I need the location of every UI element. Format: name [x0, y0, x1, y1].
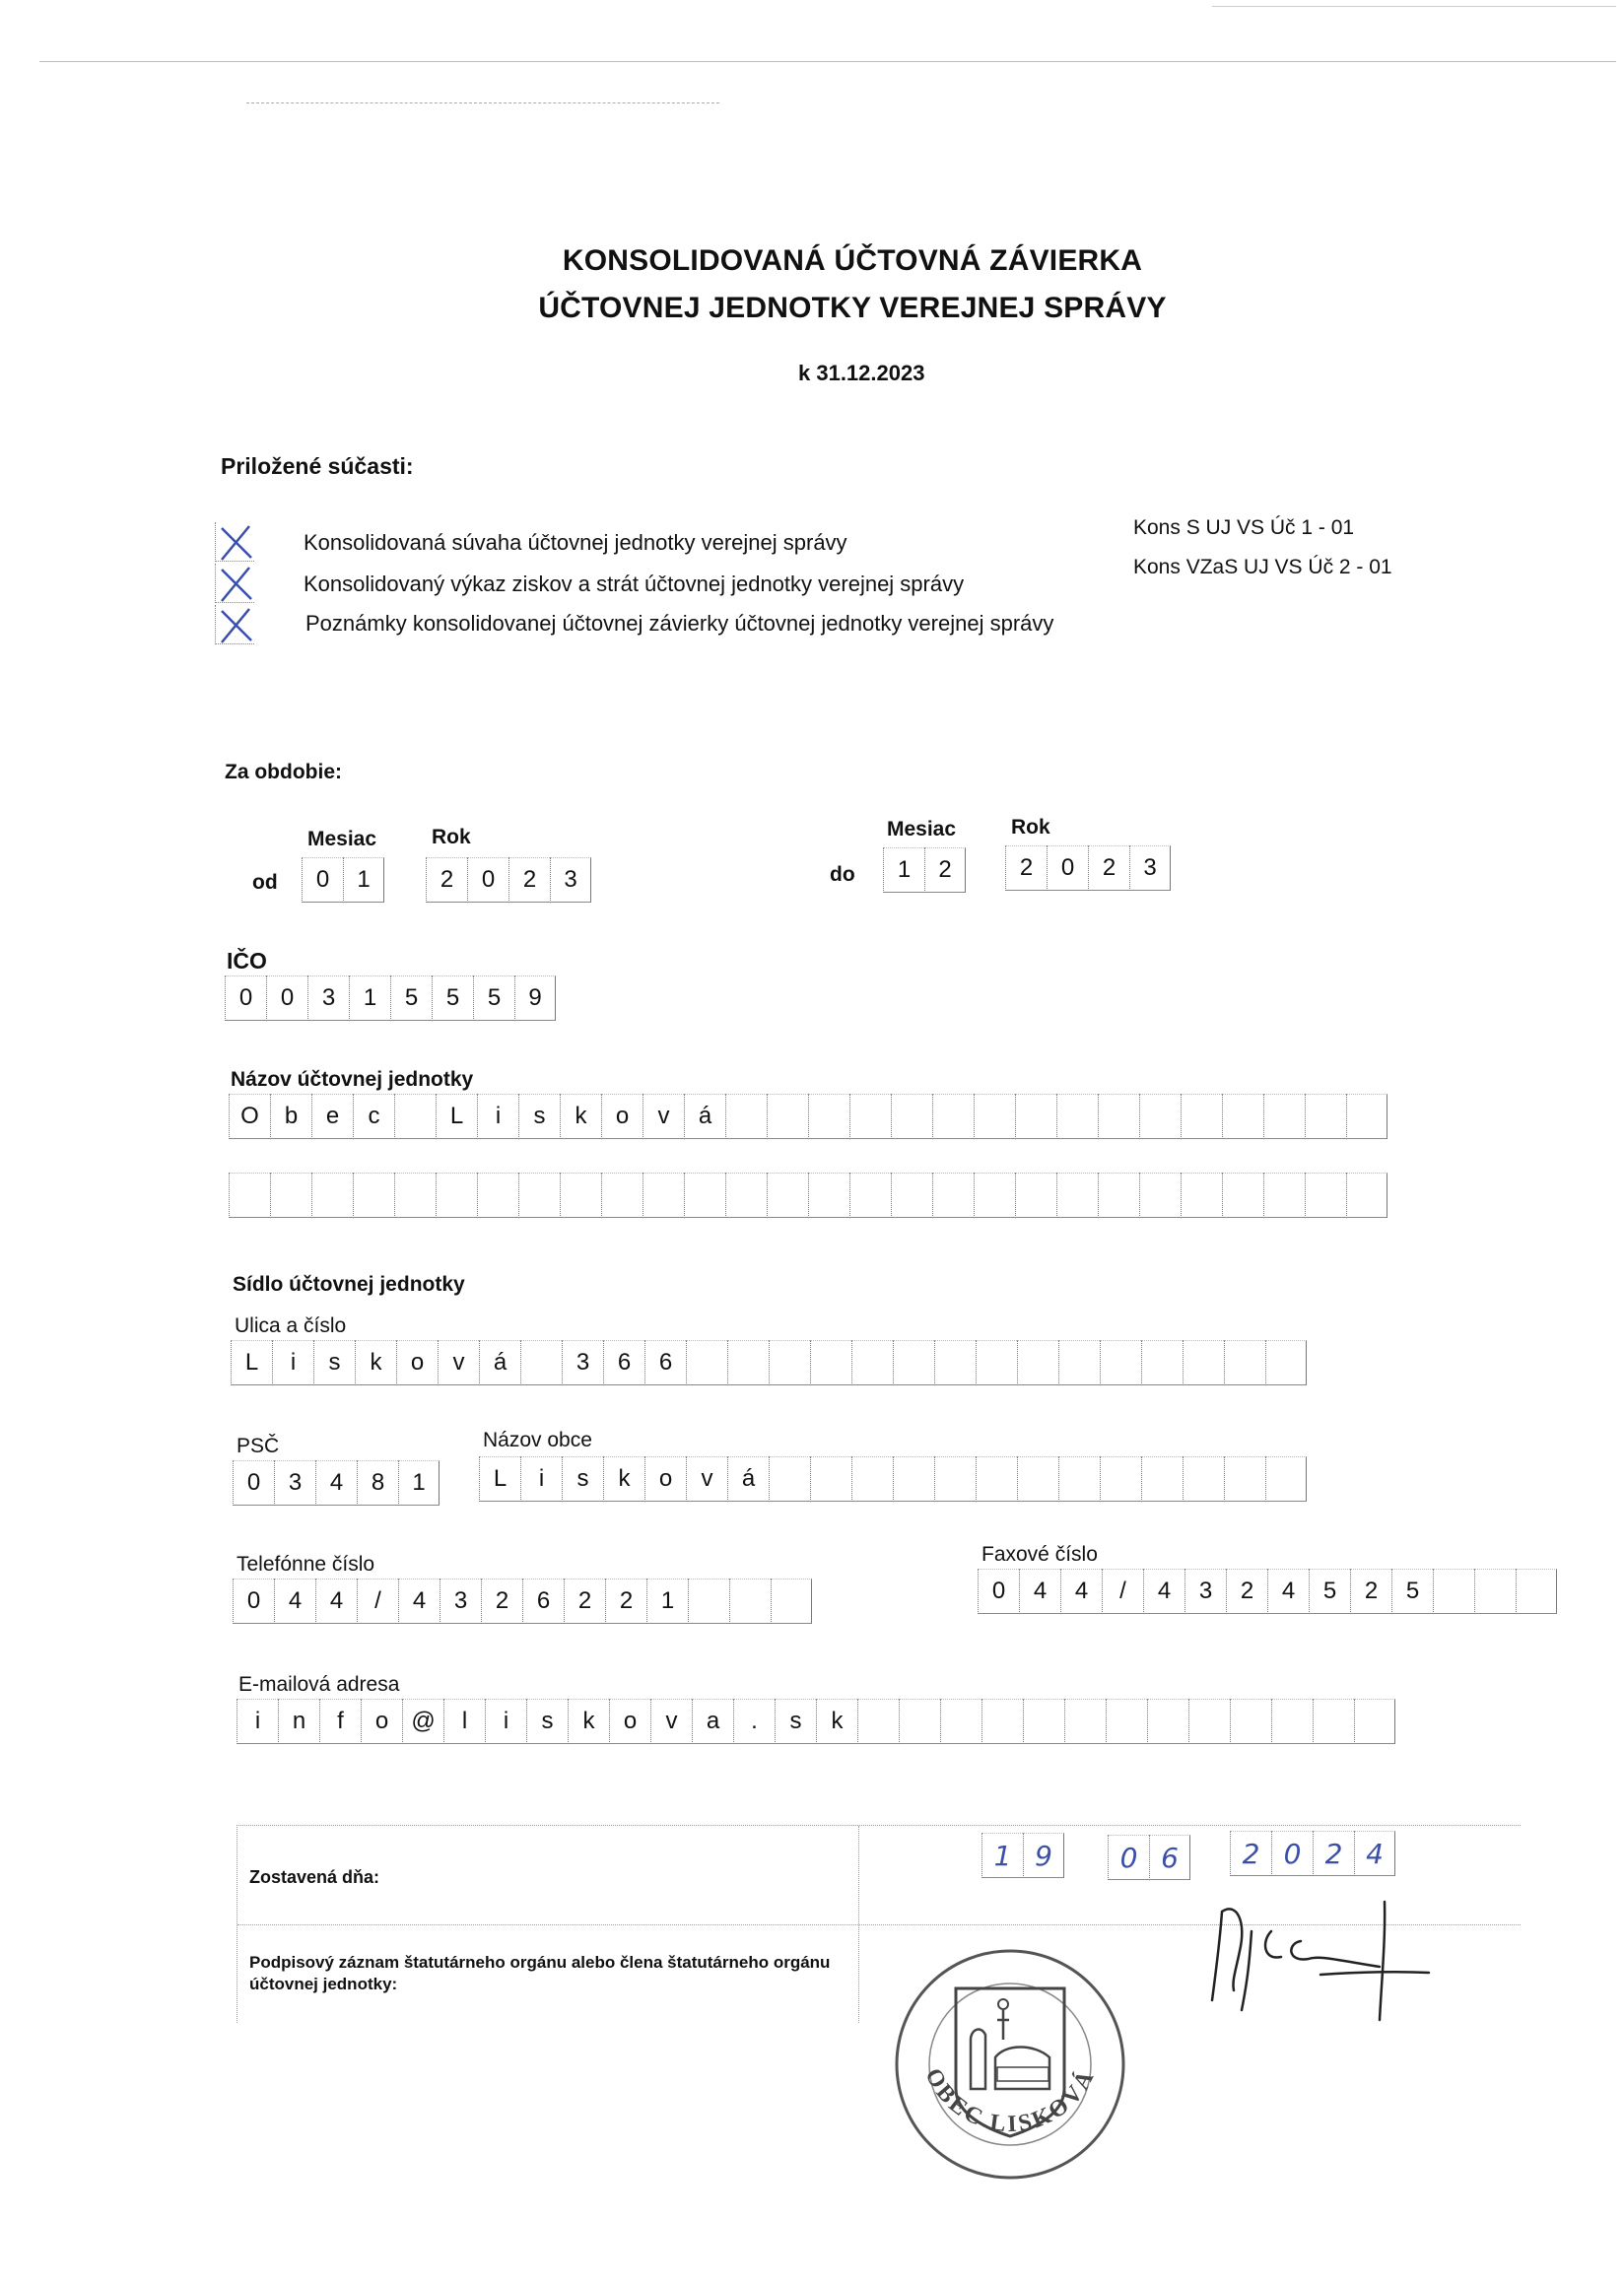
digit-cell: 1: [981, 1833, 1023, 1878]
char-cell: [1058, 1456, 1100, 1502]
char-cell: [974, 1094, 1015, 1139]
char-cell: 4: [1267, 1569, 1309, 1614]
char-cell: c: [353, 1094, 394, 1139]
char-cell: á: [479, 1340, 520, 1385]
digit-cell: 3: [274, 1460, 315, 1506]
char-cell: [974, 1173, 1015, 1218]
char-cell: i: [520, 1456, 562, 1502]
char-cell: [1015, 1173, 1056, 1218]
month-label: Mesiac: [307, 828, 377, 850]
email-label: E-mailová adresa: [238, 1673, 400, 1696]
scan-edge-line: [39, 61, 1616, 62]
char-cell: 6: [603, 1340, 644, 1385]
char-cell: [394, 1094, 436, 1139]
digit-cell: 0: [1271, 1831, 1313, 1876]
char-cell: L: [436, 1094, 477, 1139]
digit-cell: 2: [1005, 845, 1047, 891]
char-cell: [1181, 1173, 1222, 1218]
char-cell: [899, 1699, 940, 1744]
char-cell: v: [686, 1456, 727, 1502]
email-field[interactable]: [237, 1699, 1395, 1744]
char-cell: 5: [1391, 1569, 1433, 1614]
char-cell: v: [438, 1340, 479, 1385]
char-cell: e: [311, 1094, 353, 1139]
char-cell: [932, 1094, 974, 1139]
attachment-checkbox[interactable]: [215, 564, 254, 603]
to-month-field[interactable]: [883, 847, 966, 893]
char-cell: [1056, 1173, 1098, 1218]
char-cell: [808, 1094, 849, 1139]
digit-cell: 1: [349, 975, 390, 1021]
entity-name-row-1[interactable]: [229, 1094, 1387, 1139]
attachment-checkbox[interactable]: [215, 605, 254, 644]
attachment-text: Poznámky konsolidovanej účtovnej závierky účtovnej jednotky verejnej správy: [305, 611, 1054, 636]
char-cell: [1141, 1340, 1183, 1385]
attachment-item: [215, 605, 1397, 644]
char-cell: 0: [233, 1579, 274, 1624]
digit-cell: 3: [307, 975, 349, 1021]
char-cell: 3: [562, 1340, 603, 1385]
char-cell: 1: [646, 1579, 688, 1624]
char-cell: [851, 1456, 893, 1502]
char-cell: i: [272, 1340, 313, 1385]
char-cell: [893, 1456, 934, 1502]
char-cell: [560, 1173, 601, 1218]
period-label: Za obdobie:: [225, 761, 342, 783]
entity-name-row-2[interactable]: [229, 1173, 1387, 1218]
char-cell: [686, 1340, 727, 1385]
char-cell: [520, 1340, 562, 1385]
char-cell: o: [644, 1456, 686, 1502]
char-cell: [932, 1173, 974, 1218]
char-cell: [1098, 1094, 1139, 1139]
checkmark-x-icon: [216, 564, 255, 603]
char-cell: [1224, 1340, 1265, 1385]
fax-label: Faxové číslo: [981, 1543, 1098, 1566]
char-cell: 4: [1019, 1569, 1060, 1614]
stamp-lettering: OBEC LISKOVÁ: [919, 2064, 1101, 2138]
char-cell: [1346, 1094, 1387, 1139]
char-cell: [857, 1699, 899, 1744]
char-cell: s: [562, 1456, 603, 1502]
digit-cell: 3: [550, 857, 591, 903]
digit-cell: 1: [398, 1460, 440, 1506]
scan-artifact-line: [246, 102, 719, 103]
digit-cell: 4: [315, 1460, 357, 1506]
char-cell: 2: [605, 1579, 646, 1624]
from-label: od: [252, 871, 278, 894]
char-cell: k: [560, 1094, 601, 1139]
char-cell: 4: [1060, 1569, 1102, 1614]
char-cell: l: [443, 1699, 485, 1744]
digit-cell: 2: [508, 857, 550, 903]
char-cell: [1265, 1340, 1307, 1385]
char-cell: s: [518, 1094, 560, 1139]
digit-cell: 8: [357, 1460, 398, 1506]
char-cell: [1139, 1173, 1181, 1218]
char-cell: [729, 1579, 771, 1624]
compiled-date-label: Zostavená dňa:: [249, 1867, 380, 1887]
char-cell: 6: [522, 1579, 564, 1624]
char-cell: [477, 1173, 518, 1218]
digit-cell: 0: [1047, 845, 1088, 891]
char-cell: k: [816, 1699, 857, 1744]
char-cell: s: [313, 1340, 355, 1385]
document-title-line1: KONSOLIDOVANÁ ÚČTOVNÁ ZÁVIERKA: [562, 244, 1143, 277]
char-cell: [1516, 1569, 1557, 1614]
char-cell: [1056, 1094, 1098, 1139]
scan-edge-line-top: [1212, 6, 1616, 7]
digit-cell: 0: [225, 975, 266, 1021]
report-date: k 31.12.2023: [798, 361, 925, 385]
char-cell: k: [568, 1699, 609, 1744]
char-cell: [849, 1173, 891, 1218]
char-cell: i: [477, 1094, 518, 1139]
char-cell: [1222, 1173, 1263, 1218]
char-cell: [229, 1173, 270, 1218]
char-cell: [1183, 1456, 1224, 1502]
digit-cell: 2: [1313, 1831, 1354, 1876]
char-cell: [767, 1094, 808, 1139]
char-cell: [1224, 1456, 1265, 1502]
char-cell: [436, 1173, 477, 1218]
municipality-stamp: [887, 1941, 1133, 2187]
signature-label: Podpisový záznam štatutárneho orgánu alebo člena štatutárneho orgánu účtovnej jednotky:: [249, 1953, 831, 1993]
digit-cell: 2: [426, 857, 467, 903]
char-cell: [601, 1173, 643, 1218]
attachment-code: Kons S UJ VS Úč 1 - 01: [1133, 516, 1355, 539]
digit-cell: 0: [233, 1460, 274, 1506]
char-cell: [725, 1094, 767, 1139]
digit-cell: 1: [883, 847, 924, 893]
char-cell: [1230, 1699, 1271, 1744]
char-cell: [934, 1340, 976, 1385]
char-cell: [311, 1173, 353, 1218]
char-cell: 5: [1309, 1569, 1350, 1614]
char-cell: [1064, 1699, 1106, 1744]
char-cell: [1100, 1456, 1141, 1502]
char-cell: @: [402, 1699, 443, 1744]
char-cell: [767, 1173, 808, 1218]
digit-cell: 1: [343, 857, 384, 903]
street-label: Ulica a číslo: [235, 1314, 347, 1337]
char-cell: [1139, 1094, 1181, 1139]
town-label: Názov obce: [483, 1429, 592, 1451]
char-cell: 3: [440, 1579, 481, 1624]
char-cell: [518, 1173, 560, 1218]
compiled-year-field[interactable]: [1230, 1831, 1395, 1876]
char-cell: o: [361, 1699, 402, 1744]
char-cell: s: [526, 1699, 568, 1744]
digit-cell: 0: [1108, 1835, 1149, 1880]
month-label: Mesiac: [887, 818, 957, 840]
ico-field[interactable]: [225, 975, 556, 1021]
char-cell: [353, 1173, 394, 1218]
char-cell: [1263, 1094, 1305, 1139]
char-cell: [1183, 1340, 1224, 1385]
char-cell: [891, 1173, 932, 1218]
char-cell: [1015, 1094, 1056, 1139]
fax-field[interactable]: [978, 1569, 1557, 1614]
digit-cell: 5: [473, 975, 514, 1021]
char-cell: [1058, 1340, 1100, 1385]
char-cell: [981, 1699, 1023, 1744]
char-cell: [1474, 1569, 1516, 1614]
char-cell: 4: [398, 1579, 440, 1624]
char-cell: á: [684, 1094, 725, 1139]
svg-text:OBEC LISKOVÁ: [919, 2064, 1100, 2137]
char-cell: .: [733, 1699, 775, 1744]
char-cell: [976, 1340, 1017, 1385]
digit-cell: 4: [1354, 1831, 1395, 1876]
char-cell: [940, 1699, 981, 1744]
char-cell: [1305, 1173, 1346, 1218]
char-cell: [1188, 1699, 1230, 1744]
char-cell: [851, 1340, 893, 1385]
compiled-day-field[interactable]: [981, 1833, 1064, 1878]
year-label: Rok: [432, 826, 471, 848]
char-cell: [849, 1094, 891, 1139]
char-cell: 2: [1226, 1569, 1267, 1614]
char-cell: [725, 1173, 767, 1218]
char-cell: 3: [1184, 1569, 1226, 1614]
char-cell: [1222, 1094, 1263, 1139]
char-cell: k: [603, 1456, 644, 1502]
char-cell: [1354, 1699, 1395, 1744]
attachment-code: Kons VZaS UJ VS Úč 2 - 01: [1133, 556, 1392, 578]
char-cell: /: [357, 1579, 398, 1624]
digit-cell: 9: [1023, 1833, 1064, 1878]
char-cell: [976, 1456, 1017, 1502]
char-cell: 4: [1143, 1569, 1184, 1614]
char-cell: [270, 1173, 311, 1218]
char-cell: [1100, 1340, 1141, 1385]
char-cell: [1265, 1456, 1307, 1502]
char-cell: [643, 1173, 684, 1218]
char-cell: n: [278, 1699, 319, 1744]
year-label: Rok: [1011, 816, 1050, 839]
digit-cell: 2: [1088, 845, 1129, 891]
char-cell: [1433, 1569, 1474, 1614]
char-cell: [1271, 1699, 1313, 1744]
checkmark-x-icon: [216, 605, 255, 644]
char-cell: i: [485, 1699, 526, 1744]
char-cell: [893, 1340, 934, 1385]
to-label: do: [830, 863, 855, 886]
char-cell: /: [1102, 1569, 1143, 1614]
char-cell: [1305, 1094, 1346, 1139]
digit-cell: 2: [924, 847, 966, 893]
char-cell: f: [319, 1699, 361, 1744]
char-cell: [394, 1173, 436, 1218]
char-cell: 2: [564, 1579, 605, 1624]
char-cell: 6: [644, 1340, 686, 1385]
char-cell: [1313, 1699, 1354, 1744]
digit-cell: 9: [514, 975, 556, 1021]
char-cell: o: [396, 1340, 438, 1385]
digit-cell: 3: [1129, 845, 1171, 891]
digit-cell: 5: [390, 975, 432, 1021]
char-cell: s: [775, 1699, 816, 1744]
to-year-field[interactable]: [1005, 845, 1171, 891]
char-cell: k: [355, 1340, 396, 1385]
char-cell: [727, 1340, 769, 1385]
attachment-checkbox[interactable]: [215, 522, 254, 562]
entity-seat-label: Sídlo účtovnej jednotky: [233, 1273, 465, 1296]
char-cell: 2: [481, 1579, 522, 1624]
char-cell: [769, 1456, 810, 1502]
char-cell: O: [229, 1094, 270, 1139]
char-cell: a: [692, 1699, 733, 1744]
char-cell: [1017, 1456, 1058, 1502]
attachments-label: Priložené súčasti:: [221, 453, 414, 479]
char-cell: b: [270, 1094, 311, 1139]
char-cell: [1098, 1173, 1139, 1218]
char-cell: [934, 1456, 976, 1502]
from-year-field[interactable]: [426, 857, 591, 903]
char-cell: L: [231, 1340, 272, 1385]
char-cell: [1023, 1699, 1064, 1744]
postal-code-field[interactable]: [233, 1460, 440, 1506]
compiled-month-field[interactable]: [1108, 1835, 1190, 1880]
char-cell: o: [601, 1094, 643, 1139]
phone-field[interactable]: [233, 1579, 812, 1624]
char-cell: [1263, 1173, 1305, 1218]
char-cell: [891, 1094, 932, 1139]
checkmark-x-icon: [216, 522, 255, 562]
from-month-field[interactable]: [302, 857, 384, 903]
char-cell: [688, 1579, 729, 1624]
town-field[interactable]: [479, 1456, 1307, 1502]
digit-cell: 0: [266, 975, 307, 1021]
char-cell: [1147, 1699, 1188, 1744]
char-cell: L: [479, 1456, 520, 1502]
digit-cell: 0: [467, 857, 508, 903]
char-cell: 0: [978, 1569, 1019, 1614]
char-cell: 4: [315, 1579, 357, 1624]
digit-cell: 0: [302, 857, 343, 903]
char-cell: v: [643, 1094, 684, 1139]
char-cell: v: [650, 1699, 692, 1744]
attachment-text: Konsolidovaný výkaz ziskov a strát účtovnej jednotky verejnej správy: [304, 572, 965, 596]
char-cell: á: [727, 1456, 769, 1502]
char-cell: [808, 1173, 849, 1218]
char-cell: [684, 1173, 725, 1218]
handwritten-signature: [1192, 1892, 1449, 2030]
char-cell: [1346, 1173, 1387, 1218]
char-cell: [1106, 1699, 1147, 1744]
digit-cell: 2: [1230, 1831, 1271, 1876]
char-cell: [1141, 1456, 1183, 1502]
char-cell: [1017, 1340, 1058, 1385]
digit-cell: 6: [1149, 1835, 1190, 1880]
char-cell: i: [237, 1699, 278, 1744]
char-cell: 2: [1350, 1569, 1391, 1614]
attachment-text: Konsolidovaná súvaha účtovnej jednotky verejnej správy: [304, 530, 847, 555]
char-cell: o: [609, 1699, 650, 1744]
char-cell: [810, 1340, 851, 1385]
char-cell: [810, 1456, 851, 1502]
char-cell: [771, 1579, 812, 1624]
char-cell: [769, 1340, 810, 1385]
ico-label: IČO: [227, 948, 267, 974]
phone-label: Telefónne číslo: [237, 1553, 375, 1576]
postal-code-label: PSČ: [237, 1435, 280, 1457]
char-cell: 4: [274, 1579, 315, 1624]
document-title-line2: ÚČTOVNEJ JEDNOTKY VEREJNEJ SPRÁVY: [538, 292, 1167, 324]
street-field[interactable]: [231, 1340, 1307, 1385]
entity-name-label: Názov účtovnej jednotky: [231, 1068, 474, 1091]
char-cell: [1181, 1094, 1222, 1139]
digit-cell: 5: [432, 975, 473, 1021]
